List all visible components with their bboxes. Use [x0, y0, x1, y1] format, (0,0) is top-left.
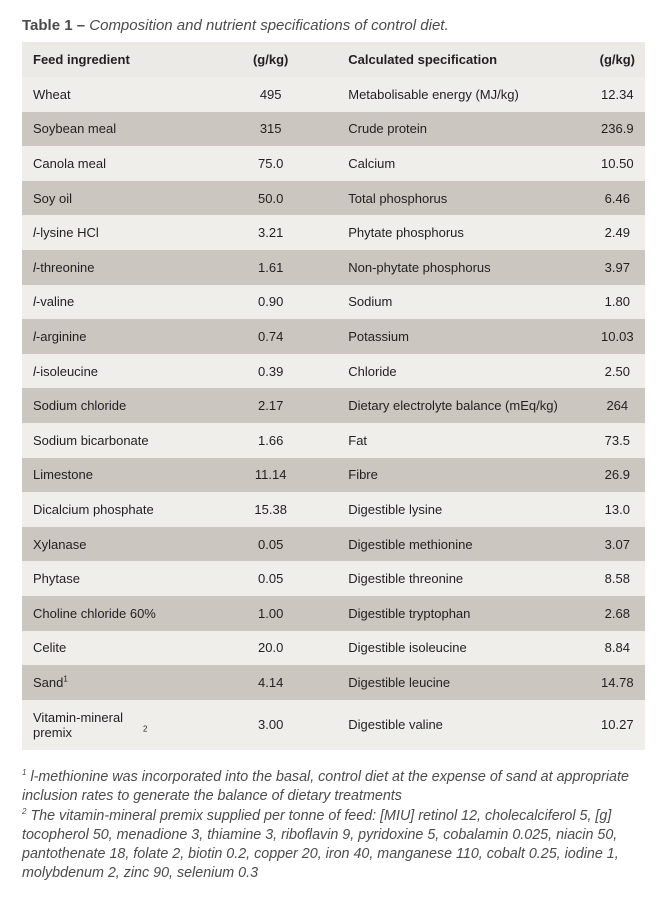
ingredient-prefix: l	[33, 294, 36, 310]
table-header-row	[22, 42, 645, 77]
cell-feed-ingredient	[22, 77, 219, 112]
table-row	[22, 181, 645, 216]
cell-ingredient-amount: 4.14	[219, 665, 322, 700]
cell-feed-ingredient	[22, 596, 219, 631]
footnote-text: -methionine was incorporated into the basal, control diet at the expense of sand at appropriate inclusion rates to generate the balance of dietary treatments	[22, 769, 629, 805]
header-feed-ingredient: Feed ingredient	[22, 42, 219, 77]
cell-feed-ingredient	[22, 146, 219, 181]
cell-specification-value: 3.97	[590, 250, 645, 285]
cell-specification: Sodium	[322, 285, 589, 320]
cell-ingredient-amount: 495	[219, 77, 322, 112]
footnote-text: The vitamin-mineral premix supplied per tonne of feed: [MIU] retinol 12, cholecalciferol 5, [g] tocopherol 50, menadione 3, thiamine 3, riboflavin 9, pyridoxine 5, cobalamin 0.025, niacin 50, pantothenate 18, folate 2, biotin 0.2, copper 20, iron 40, manganese 110, cobalt 0.25, iodine 1, molybdenum 2, zinc 90, selenium 0.3	[22, 807, 619, 882]
ingredient-prefix: l	[33, 259, 36, 275]
cell-specification: Crude protein	[322, 112, 589, 147]
cell-specification: Fibre	[322, 458, 589, 493]
cell-specification-value: 8.84	[590, 631, 645, 666]
cell-feed-ingredient	[22, 388, 219, 423]
cell-ingredient-amount: 0.05	[219, 561, 322, 596]
footnote-mark: 1	[22, 768, 27, 778]
ingredient-name: Soybean meal	[33, 121, 117, 137]
cell-specification: Digestible methionine	[322, 527, 589, 562]
cell-feed-ingredient	[22, 354, 219, 389]
table-row	[22, 631, 645, 666]
header-calculated-specification: Calculated specification	[322, 42, 589, 77]
cell-specification: Total phosphorus	[322, 181, 589, 216]
ingredient-prefix: l	[33, 328, 36, 344]
cell-specification: Chloride	[322, 354, 589, 389]
cell-specification-value: 14.78	[590, 665, 645, 700]
footnote-1	[22, 768, 642, 807]
cell-specification: Potassium	[322, 319, 589, 354]
cell-ingredient-amount: 0.05	[219, 527, 322, 562]
ingredient-name: -valine	[35, 294, 75, 310]
table-row	[22, 388, 645, 423]
cell-specification-value: 10.27	[590, 700, 645, 750]
ingredient-name: Sodium bicarbonate	[33, 432, 149, 448]
table-row	[22, 700, 645, 750]
cell-feed-ingredient	[22, 423, 219, 458]
cell-specification-value: 3.07	[590, 527, 645, 562]
table-row	[22, 527, 645, 562]
cell-ingredient-amount: 50.0	[219, 181, 322, 216]
cell-specification-value: 1.80	[590, 285, 645, 320]
cell-specification-value: 2.49	[590, 215, 645, 250]
cell-feed-ingredient	[22, 285, 219, 320]
ingredient-prefix: l	[33, 225, 36, 241]
cell-feed-ingredient	[22, 215, 219, 250]
diet-composition-table	[22, 42, 645, 750]
cell-specification: Non-phytate phosphorus	[322, 250, 589, 285]
cell-ingredient-amount: 20.0	[219, 631, 322, 666]
cell-specification: Calcium	[322, 146, 589, 181]
cell-specification: Digestible valine	[322, 700, 589, 750]
cell-specification-value: 12.34	[590, 77, 645, 112]
cell-feed-ingredient	[22, 181, 219, 216]
cell-ingredient-amount: 1.00	[219, 596, 322, 631]
footnote-mark: 2	[22, 806, 27, 816]
ingredient-name: Celite	[33, 640, 67, 656]
cell-feed-ingredient	[22, 492, 219, 527]
cell-feed-ingredient	[22, 250, 219, 285]
ingredient-prefix: l	[33, 363, 36, 379]
cell-ingredient-amount: 315	[219, 112, 322, 147]
cell-specification-value: 2.68	[590, 596, 645, 631]
cell-feed-ingredient	[22, 561, 219, 596]
ingredient-name: Sand	[33, 674, 64, 690]
cell-ingredient-amount: 15.38	[219, 492, 322, 527]
table-caption-label: Table 1 –	[22, 17, 90, 34]
ingredient-name: -arginine	[35, 328, 87, 344]
ingredient-name: Canola meal	[33, 155, 106, 171]
cell-specification: Digestible tryptophan	[322, 596, 589, 631]
table-row	[22, 146, 645, 181]
cell-ingredient-amount: 0.39	[219, 354, 322, 389]
ingredient-name: Xylanase	[33, 536, 87, 552]
cell-specification-value: 236.9	[590, 112, 645, 147]
table-row	[22, 665, 645, 700]
table-row	[22, 561, 645, 596]
cell-specification: Phytate phosphorus	[322, 215, 589, 250]
footnote-italic-prefix: l	[30, 769, 34, 785]
ingredient-name: Choline chloride 60%	[33, 605, 156, 621]
cell-feed-ingredient	[22, 458, 219, 493]
cell-ingredient-amount: 1.61	[219, 250, 322, 285]
cell-specification: Fat	[322, 423, 589, 458]
cell-ingredient-amount: 0.74	[219, 319, 322, 354]
ingredient-name: Sodium chloride	[33, 398, 127, 414]
cell-specification: Metabolisable energy (MJ/kg)	[322, 77, 589, 112]
ingredient-name: -lysine HCl	[35, 225, 99, 241]
cell-specification: Digestible threonine	[322, 561, 589, 596]
cell-ingredient-amount: 2.17	[219, 388, 322, 423]
ingredient-name: -threonine	[35, 259, 95, 275]
cell-specification: Dietary electrolyte balance (mEq/kg)	[322, 388, 589, 423]
table-body	[22, 77, 645, 750]
ingredient-name: -isoleucine	[35, 363, 99, 379]
ingredient-name: Soy oil	[33, 190, 73, 206]
footnote-ref: 2	[143, 724, 148, 734]
ingredient-name: Limestone	[33, 467, 93, 483]
cell-feed-ingredient	[22, 700, 219, 750]
table-caption	[22, 17, 449, 34]
ingredient-name: Wheat	[33, 86, 71, 102]
cell-specification-value: 6.46	[590, 181, 645, 216]
table-row	[22, 354, 645, 389]
cell-specification-value: 10.50	[590, 146, 645, 181]
cell-ingredient-amount: 1.66	[219, 423, 322, 458]
cell-feed-ingredient	[22, 665, 219, 700]
cell-feed-ingredient	[22, 631, 219, 666]
ingredient-name: Phytase	[33, 571, 80, 587]
table-row	[22, 285, 645, 320]
cell-specification-value: 264	[590, 388, 645, 423]
table-row	[22, 77, 645, 112]
cell-specification: Digestible lysine	[322, 492, 589, 527]
table-row	[22, 423, 645, 458]
cell-specification-value: 8.58	[590, 561, 645, 596]
cell-ingredient-amount: 3.21	[219, 215, 322, 250]
cell-ingredient-amount: 75.0	[219, 146, 322, 181]
header-specification-unit: (g/kg)	[590, 42, 645, 77]
cell-feed-ingredient	[22, 112, 219, 147]
cell-ingredient-amount: 11.14	[219, 458, 322, 493]
table-row	[22, 319, 645, 354]
table-row	[22, 250, 645, 285]
footnote-ref: 1	[63, 674, 68, 684]
table-caption-text: Composition and nutrient specifications of control diet.	[89, 17, 449, 34]
table-row	[22, 492, 645, 527]
cell-specification-value: 13.0	[590, 492, 645, 527]
cell-specification-value: 73.5	[590, 423, 645, 458]
ingredient-name: Vitamin-mineral premix	[33, 709, 124, 740]
cell-ingredient-amount: 3.00	[219, 700, 322, 750]
cell-specification: Digestible isoleucine	[322, 631, 589, 666]
table-row	[22, 596, 645, 631]
cell-specification-value: 2.50	[590, 354, 645, 389]
cell-ingredient-amount: 0.90	[219, 285, 322, 320]
cell-feed-ingredient	[22, 527, 219, 562]
table-row	[22, 112, 645, 147]
table-row	[22, 215, 645, 250]
cell-specification-value: 10.03	[590, 319, 645, 354]
cell-feed-ingredient	[22, 319, 219, 354]
footnote-2	[22, 807, 642, 884]
footnotes	[22, 768, 642, 884]
cell-specification: Digestible leucine	[322, 665, 589, 700]
ingredient-name: Dicalcium phosphate	[33, 501, 154, 517]
header-ingredient-unit: (g/kg)	[219, 42, 322, 77]
table-row	[22, 458, 645, 493]
cell-specification-value: 26.9	[590, 458, 645, 493]
